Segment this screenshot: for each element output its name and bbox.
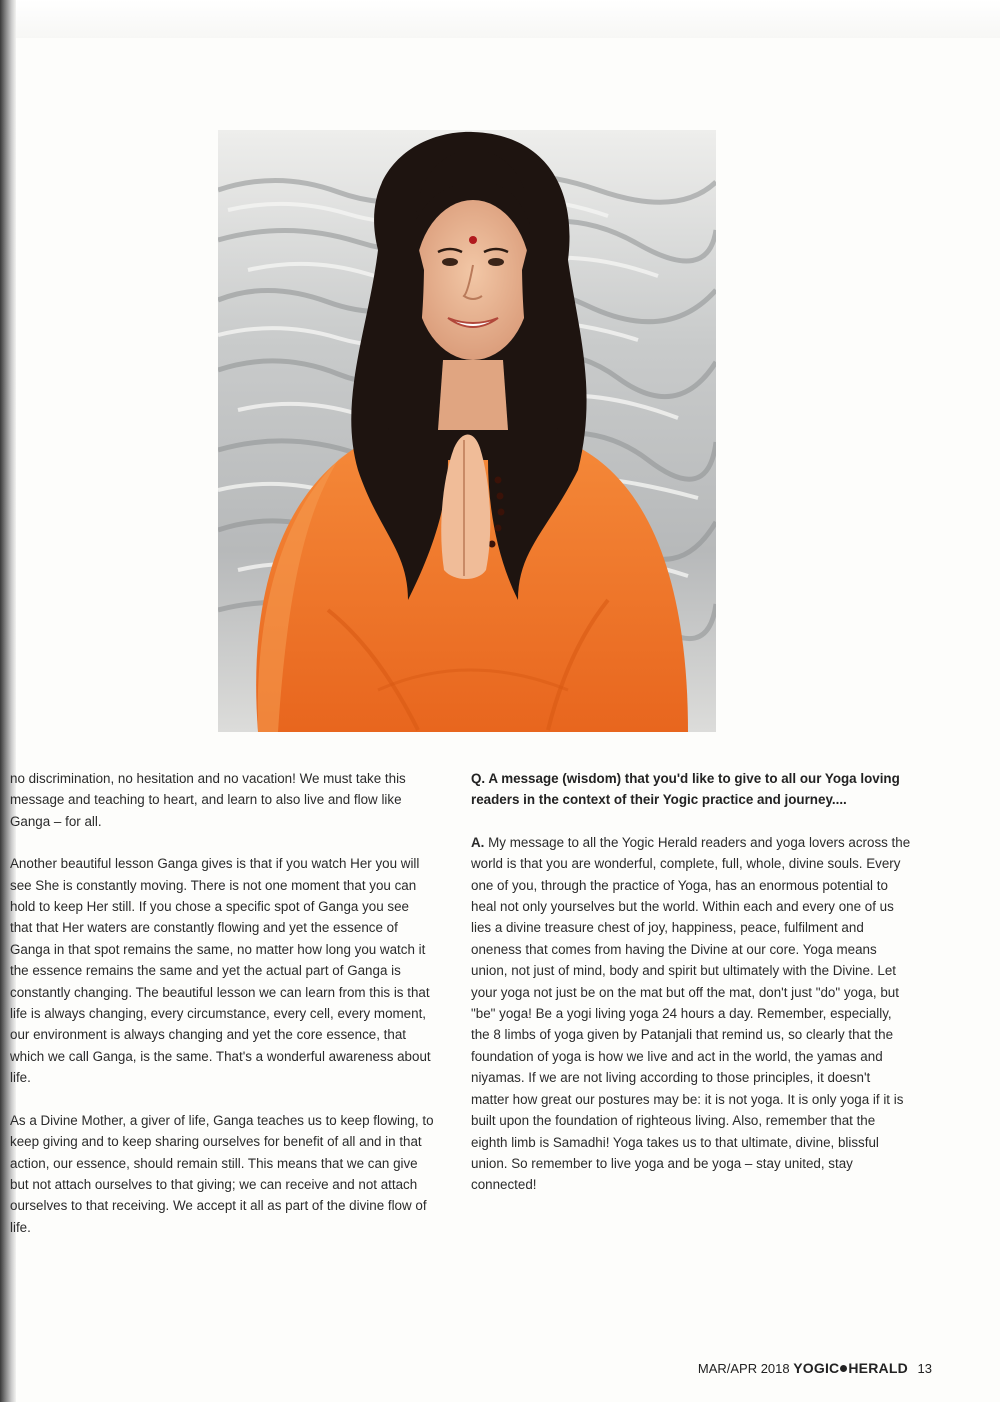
brand-left: YOGIC <box>793 1360 840 1376</box>
interview-answer <box>471 832 911 1196</box>
article-right-column <box>471 768 911 1217</box>
magazine-brand <box>793 1360 908 1376</box>
paragraph: As a Divine Mother, a giver of life, Ganga teaches us to keep flowing, to keep giving and to keep sharing ourselves for benefit of all and in that action, our essence, should remain still. This means that we can give but not attach ourselves to that giving; we can receive and not attach ourselves to that receiving. We accept it all as part of the divine flow of life. <box>10 1112 434 1235</box>
brand-dot-icon <box>840 1365 847 1372</box>
page-footer <box>698 1360 932 1376</box>
interview-question: Q. A message (wisdom) that you'd like to give to all our Yoga loving readers in the context of their Yogic practice and journey.... <box>471 771 900 808</box>
paragraph: Another beautiful lesson Ganga gives is that if you watch Her you will see She is constantly moving. There is not one moment that you can hold to keep Her still. If you chose a specific spot of Ganga you see that that Her waters are constantly flowing and yet the essence of Ganga in that spot remains the same, no matter how long you watch it the essence remains the same and yet the actual part of Ganga is constantly changing. The beautiful lesson we can learn from this is that life is always changing, every circumstance, every cell, every moment, our environment is always changing and yet the core essence, that which we call Ganga, is the same. That's a wonderful awareness about life. <box>10 856 431 1086</box>
answer-prefix: A. <box>471 834 485 850</box>
paragraph: no discrimination, no hesitation and no vacation! We must take this message and teaching to heart, and learn to also live and flow like Ganga – for all. <box>10 771 406 829</box>
answer-text: My message to all the Yogic Herald readers and yoga lovers across the world is that you are wonderful, complete, full, whole, divine souls. Every one of you, through the practice of Yoga, has an enormous potential to heal not only yourselves but the world. Within each and every one of us lies a divine treasure chest of joy, happiness, peace, fulfilment and oneness that comes from having the Divine at our core. Yoga means union, not just of mind, body and spirit but ultimately with the Divine. Let your yoga not just be on the mat but off the mat, don't just "do" yoga, but "be" yoga! Be a yogi living yoga 24 hours a day. Remember, especially, the 8 limbs of yoga given by Patanjali that remind us, so clearly that the foundation of yoga is how we live and act in the world, the yamas and niyamas. If we are not living according to those principles, it doesn't matter how great our postures may be: it is not yoga. It is only yoga if it is built upon the foundation of righteous living. Also, remember that the eighth limb is Samadhi! Yoga takes us to that ultimate, divine, blissful union. So remember to live yoga and be yoga – stay united, stay connected! <box>471 834 911 1193</box>
portrait-photo <box>218 130 716 732</box>
page-number: 13 <box>917 1361 932 1376</box>
brand-right: HERALD <box>848 1360 908 1376</box>
portrait-photo-icon <box>218 130 716 732</box>
page-top-margin <box>0 0 1000 38</box>
article-left-column <box>10 768 435 1259</box>
issue-date: MAR/APR 2018 <box>697 1361 790 1376</box>
